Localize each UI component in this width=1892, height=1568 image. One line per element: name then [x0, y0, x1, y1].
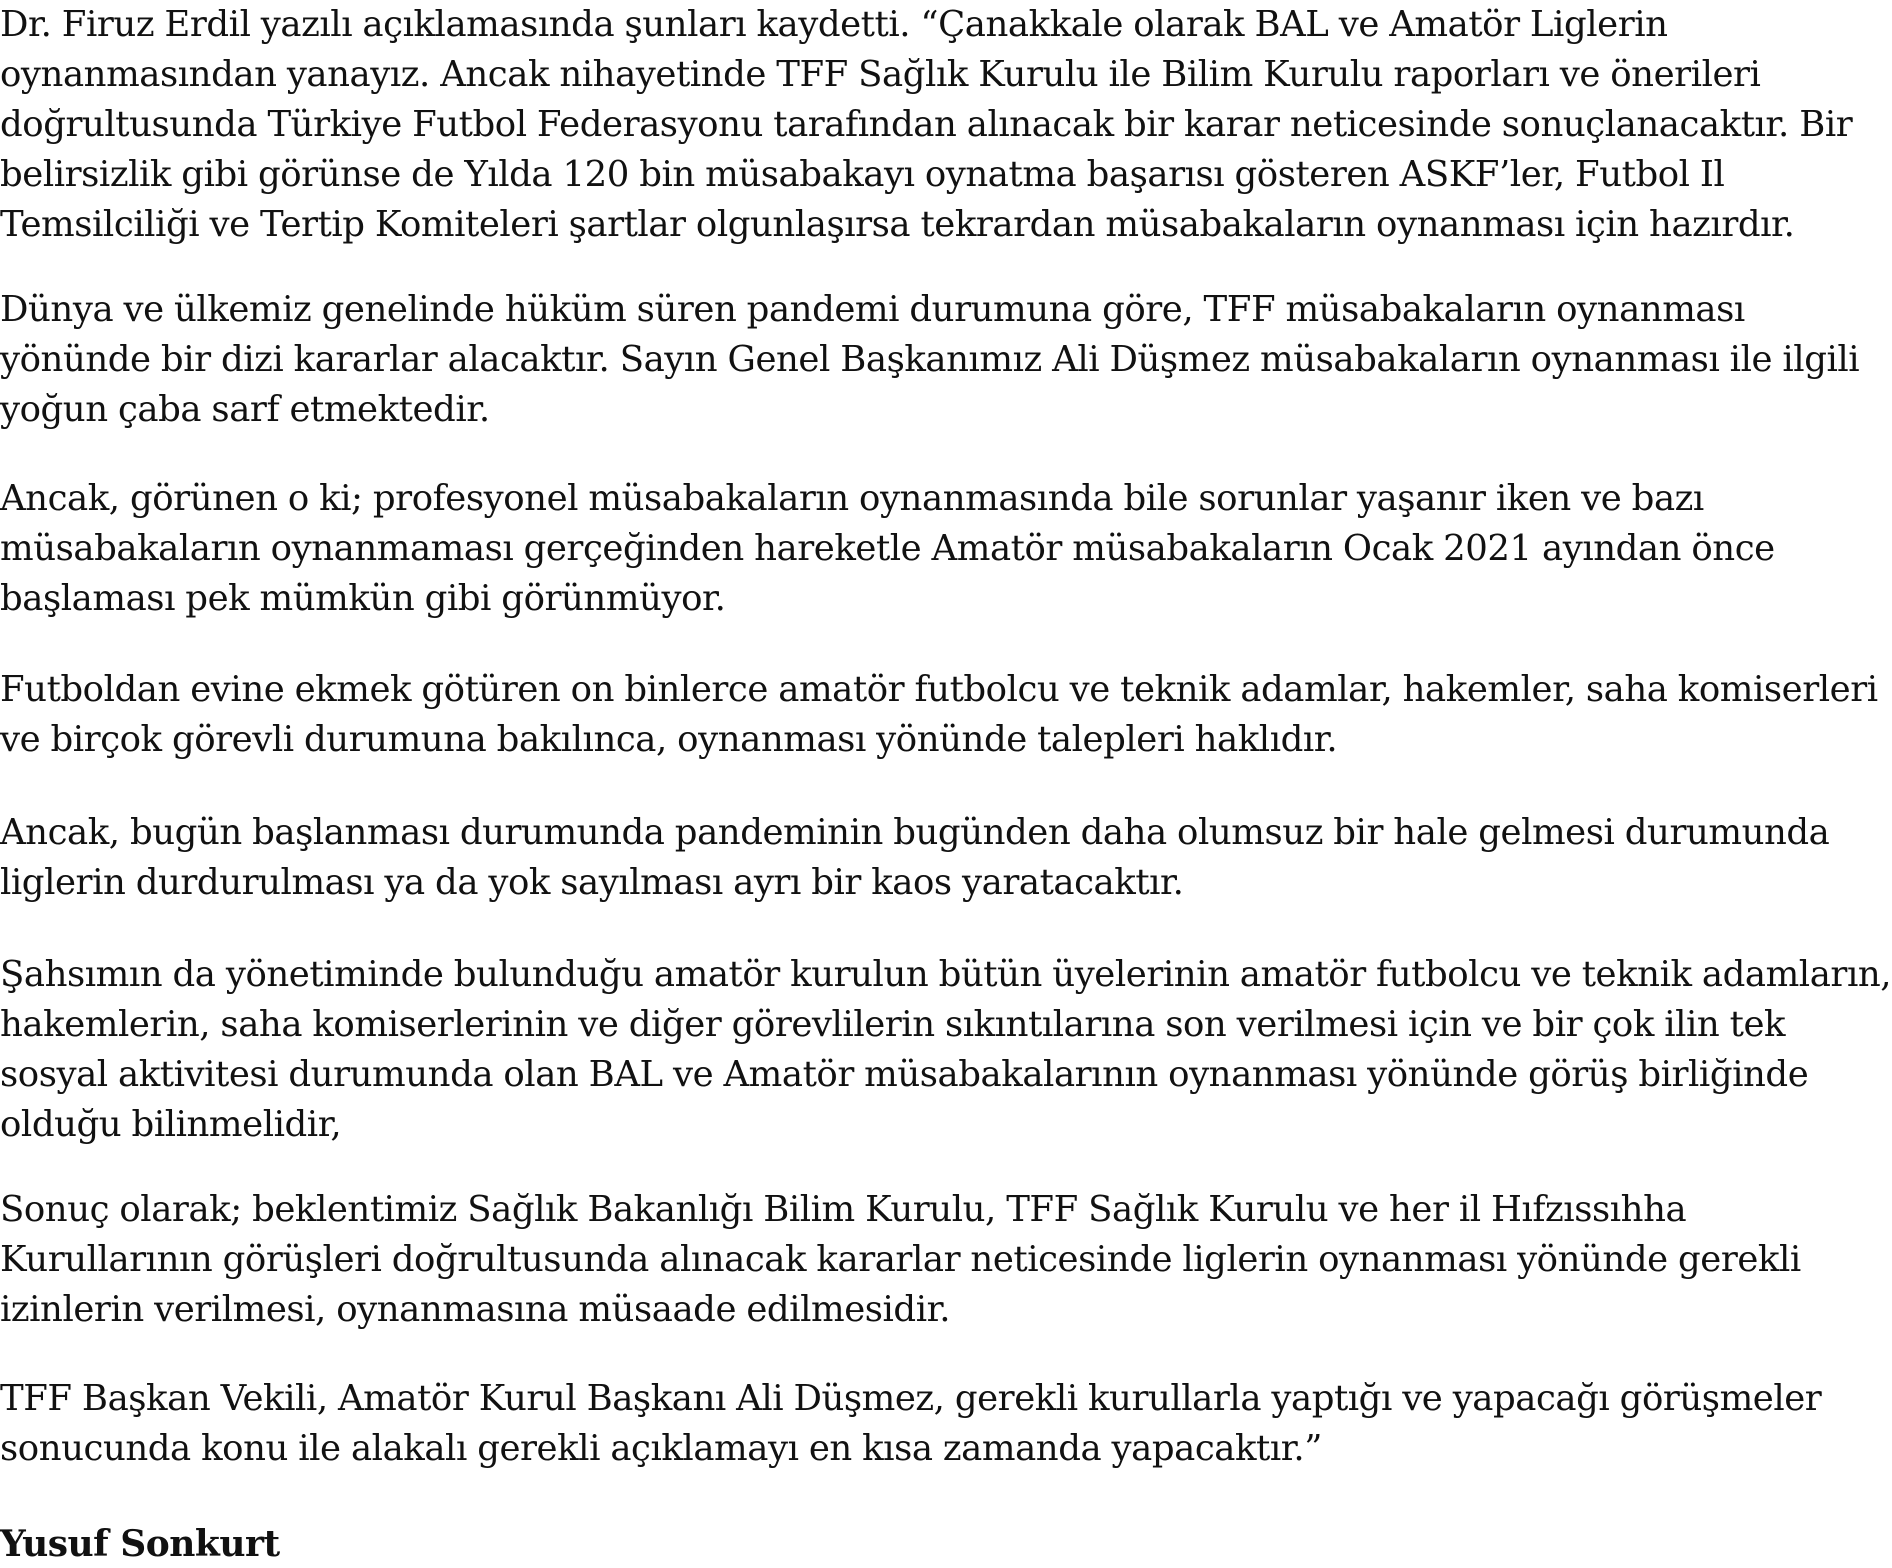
article-paragraph-2: Dünya ve ülkemiz genelinde hüküm süren pandemi durumuna göre, TFF müsabakaların oynanması yönünde bir dizi kararlar alacaktır. Sayın Genel Başkanımız Ali Düşmez müsabakaların oynanması ile ilgili yoğun çaba sarf etmektedir.	[0, 289, 1860, 430]
article-paragraph-7: Sonuç olarak; beklentimiz Sağlık Bakanlığı Bilim Kurulu, TFF Sağlık Kurulu ve her il Hıfzıssıhha Kurullarının görüşleri doğrultusunda alınacak kararlar neticesinde liglerin oynanması yönünde gerekli izinlerin verilmesi, oynanmasına müsaade edilmesidir.	[0, 1189, 1801, 1330]
article-paragraph-5: Ancak, bugün başlanması durumunda pandeminin bugünden daha olumsuz bir hale gelmesi durumunda liglerin durdurulması ya da yok sayılması ayrı bir kaos yaratacaktır.	[0, 812, 1830, 903]
article-paragraph-3: Ancak, görünen o ki; profesyonel müsabakaların oynanmasında bile sorunlar yaşanır iken ve bazı müsabakaların oynanmaması gerçeğinden hareketle Amatör müsabakaların Ocak 2021 ayından önce başlaması pek mümkün gibi görünmüyor.	[0, 478, 1775, 619]
article-paragraph-1: Dr. Firuz Erdil yazılı açıklamasında şunları kaydetti. “Çanakkale olarak BAL ve Amatör Liglerin oynanmasından yanayız. Ancak nihayetinde TFF Sağlık Kurulu ile Bilim Kurulu raporları ve önerileri doğrultusunda Türkiye Futbol Federasyonu tarafından alınacak bir karar neticesinde sonuçlanacaktır. Bir belirsizlik gibi görünse de Yılda 120 bin müsabakayı oynatma başarısı gösteren ASKF’ler, Futbol Il Temsilciliği ve Tertip Komiteleri şartlar olgunlaşırsa tekrardan müsabakaların oynanması için hazırdır.	[0, 4, 1853, 245]
article-paragraph-8: TFF Başkan Vekili, Amatör Kurul Başkanı Ali Düşmez, gerekli kurullarla yaptığı ve yapacağı görüşmeler sonucunda konu ile alakalı gerekli açıklamayı en kısa zamanda yapacaktır.”	[0, 1378, 1822, 1469]
article-paragraph-4: Futboldan evine ekmek götüren on binlerce amatör futbolcu ve teknik adamlar, hakemler, saha komiserleri ve birçok görevli durumuna bakılınca, oynanması yönünde talepleri haklıdır.	[0, 669, 1878, 760]
author-name: Yusuf Sonkurt	[0, 1523, 280, 1565]
article-paragraph-6: Şahsımın da yönetiminde bulunduğu amatör kurulun bütün üyelerinin amatör futbolcu ve teknik adamların, hakemlerin, saha komiserlerinin ve diğer görevlilerin sıkıntılarına son verilmesi için ve bir çok ilin tek sosyal aktivitesi durumunda olan BAL ve Amatör müsabakalarının oynanması yönünde görüş birliğinde olduğu bilinmelidir,	[0, 954, 1892, 1145]
